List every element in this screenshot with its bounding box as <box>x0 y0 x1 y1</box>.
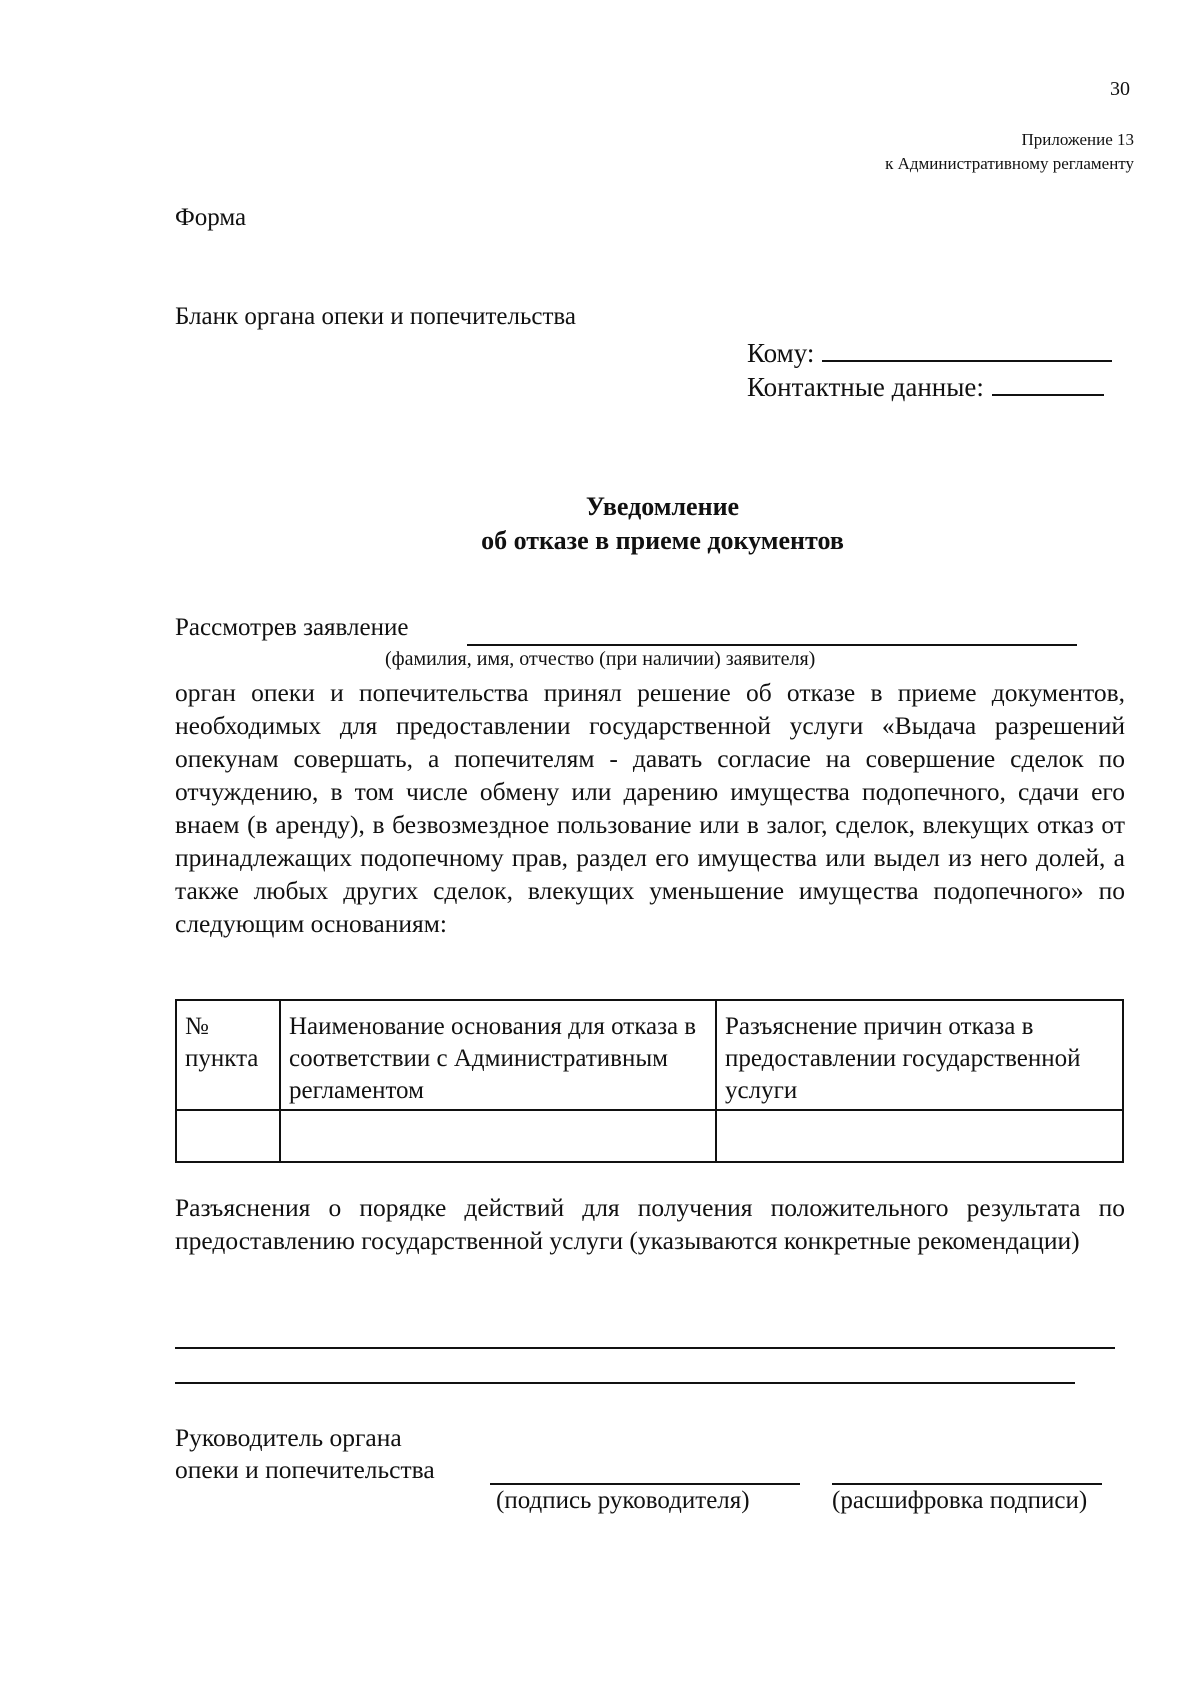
table-cell <box>716 1110 1123 1162</box>
recipient-contact-label: Контактные данные: <box>747 372 984 402</box>
signature-decode-blank <box>832 1483 1102 1485</box>
table-cell <box>280 1110 716 1162</box>
applicant-caption: (фамилия, имя, отчество (при наличии) заявителя) <box>385 648 816 670</box>
table-cell <box>176 1110 280 1162</box>
signature-caption: (подпись руководителя) <box>496 1487 750 1514</box>
header-reason-name: Наименование основания для отказа в соответствии с Административным регламентом <box>280 1000 716 1110</box>
header-item-number: № пункта <box>176 1000 280 1110</box>
decision-paragraph: орган опеки и попечительства принял решение об отказе в приеме документов, необходимых для предоставлении государственной услуги «Выдача разрешений опекунам совершать, а попечителям - давать согласие на совершение сделок по отчуждению, в том числе обмену или дарению имущества подопечного, сдачи его внаем (в аренду), в безвозмездное пользование или в залог, сделок, влекущих отказ от принадлежащих подопечному прав, раздел его имущества или выдел из него долей, а также любых других сделок, влекущих уменьшение имущества подопечного» по следующим основаниям: <box>175 678 1125 938</box>
blank-label: Бланк органа опеки и попечительства <box>175 303 577 330</box>
recipient-to-label: Кому: <box>747 338 815 368</box>
table-header-row <box>176 1000 1123 1110</box>
recommendations-blank-line <box>175 1382 1075 1384</box>
recipient-to-blank <box>822 336 1112 362</box>
document-title: Уведомление <box>585 492 740 521</box>
annex-title: Приложение 13 <box>1021 130 1134 149</box>
header-reason-explanation: Разъяснение причин отказа в предоставлении государственной услуги <box>716 1000 1123 1110</box>
head-title-line: Руководитель органа <box>175 1423 402 1452</box>
annex-reference: к Административному регламенту <box>885 154 1134 173</box>
applicant-name-blank <box>467 644 1077 646</box>
refusal-reasons-table <box>175 999 1124 1163</box>
page-number: 30 <box>1110 78 1130 100</box>
recipient-to-row <box>747 336 1112 369</box>
table-row <box>176 1110 1123 1162</box>
recommendations-paragraph: Разъяснения о порядке действий для получения положительного результата по предоставлению государственной услуги (указываются конкретные рекомендации) <box>175 1193 1125 1255</box>
form-label: Форма <box>175 204 247 231</box>
signature-blank <box>490 1483 800 1485</box>
recipient-contact-blank <box>992 370 1104 396</box>
considered-label: Рассмотрев заявление <box>175 614 409 641</box>
document-subtitle: об отказе в приеме документов <box>481 526 844 555</box>
signature-decode-caption: (расшифровка подписи) <box>832 1487 1088 1514</box>
recommendations-blank-line <box>175 1347 1115 1349</box>
head-title-line: опеки и попечительства <box>175 1455 435 1484</box>
recipient-contact-row <box>747 370 1104 403</box>
